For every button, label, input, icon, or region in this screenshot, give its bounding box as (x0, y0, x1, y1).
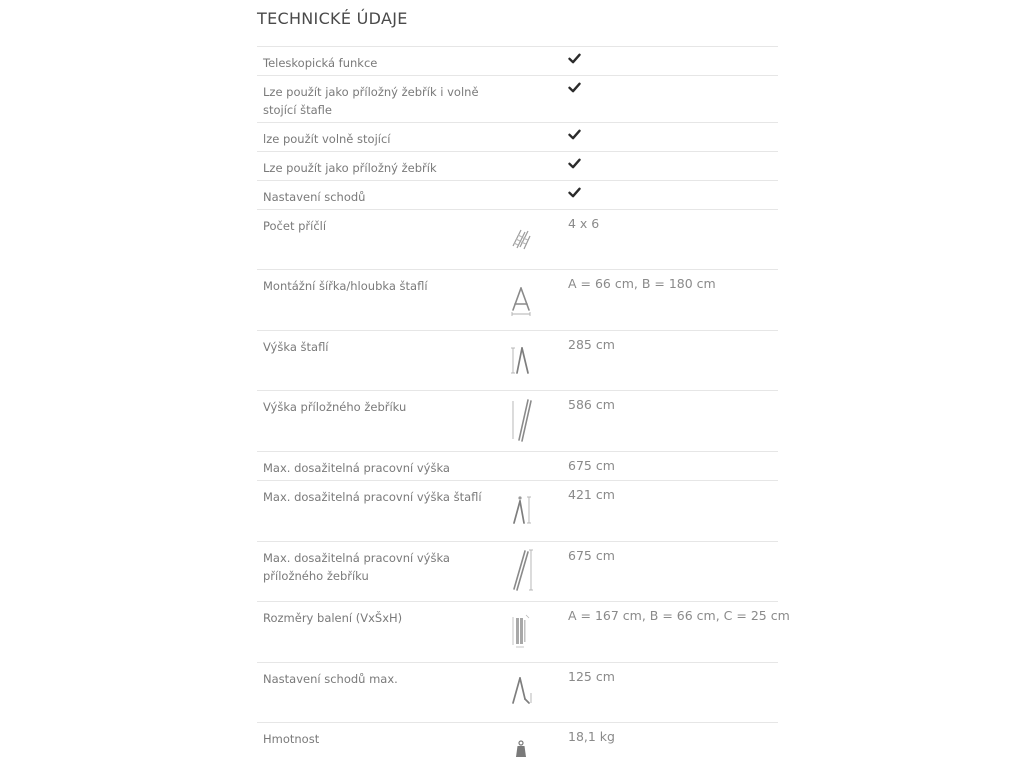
leaning-ladder-working-height-icon (508, 547, 534, 593)
spec-label: Počet příčlí (263, 219, 327, 233)
spec-row (257, 452, 778, 481)
spec-label: Rozměry balení (VxŠxH) (263, 611, 403, 625)
rungs-icon (508, 220, 534, 256)
spec-label: Teleskopická funkce (263, 56, 378, 70)
spec-value: 4 x 6 (568, 216, 600, 231)
spec-value: 586 cm (568, 397, 615, 412)
stair-setting-icon (508, 673, 534, 709)
checkmark-icon (568, 128, 581, 141)
spec-row (257, 331, 778, 391)
stepladder-height-icon (508, 343, 534, 379)
spec-value: A = 167 cm, B = 66 cm, C = 25 cm (568, 608, 790, 623)
spec-label: Max. dosažitelná pracovní výška příložného žebříku (263, 551, 450, 583)
spec-value: A = 66 cm, B = 180 cm (568, 276, 716, 291)
spec-value: 421 cm (568, 487, 615, 502)
spec-table (257, 46, 790, 770)
spec-row (257, 723, 778, 770)
spec-row (257, 123, 778, 152)
spec-row (257, 152, 778, 181)
spec-value: 675 cm (568, 458, 615, 473)
spec-row (257, 46, 778, 76)
package-dimensions-icon (508, 612, 534, 652)
spec-row (257, 76, 778, 123)
weight-icon (508, 737, 534, 761)
spec-row (257, 210, 778, 270)
spec-label: Lze použít jako příložný žebřík i volně stojící štafle (263, 85, 479, 117)
spec-label: Výška štaflí (263, 340, 329, 354)
leaning-ladder-height-icon (508, 397, 534, 443)
stepladder-working-height-icon (508, 493, 534, 529)
spec-row (257, 663, 778, 723)
spec-label: Výška příložného žebříku (263, 400, 407, 414)
spec-row (257, 602, 790, 663)
spec-label: Nastavení schodů max. (263, 672, 398, 686)
spec-value: 285 cm (568, 337, 615, 352)
spec-label: Lze použít jako příložný žebřík (263, 161, 437, 175)
checkmark-icon (568, 186, 581, 199)
spec-row (257, 391, 778, 452)
section-title: TECHNICKÉ ÚDAJE (257, 9, 408, 28)
spec-row (257, 542, 778, 602)
checkmark-icon (568, 81, 581, 94)
spec-row (257, 270, 778, 331)
spec-row (257, 481, 778, 542)
spec-value: 18,1 kg (568, 729, 615, 744)
a-frame-dimensions-icon (508, 282, 534, 318)
spec-label: lze použít volně stojící (263, 132, 391, 146)
spec-label: Hmotnost (263, 732, 320, 746)
checkmark-icon (568, 52, 581, 65)
spec-label: Montážní šířka/hloubka štaflí (263, 279, 428, 293)
spec-label: Max. dosažitelná pracovní výška štaflí (263, 490, 482, 504)
spec-value: 125 cm (568, 669, 615, 684)
checkmark-icon (568, 157, 581, 170)
spec-label: Nastavení schodů (263, 190, 366, 204)
spec-value: 675 cm (568, 548, 615, 563)
spec-label: Max. dosažitelná pracovní výška (263, 461, 450, 475)
spec-row (257, 181, 778, 210)
